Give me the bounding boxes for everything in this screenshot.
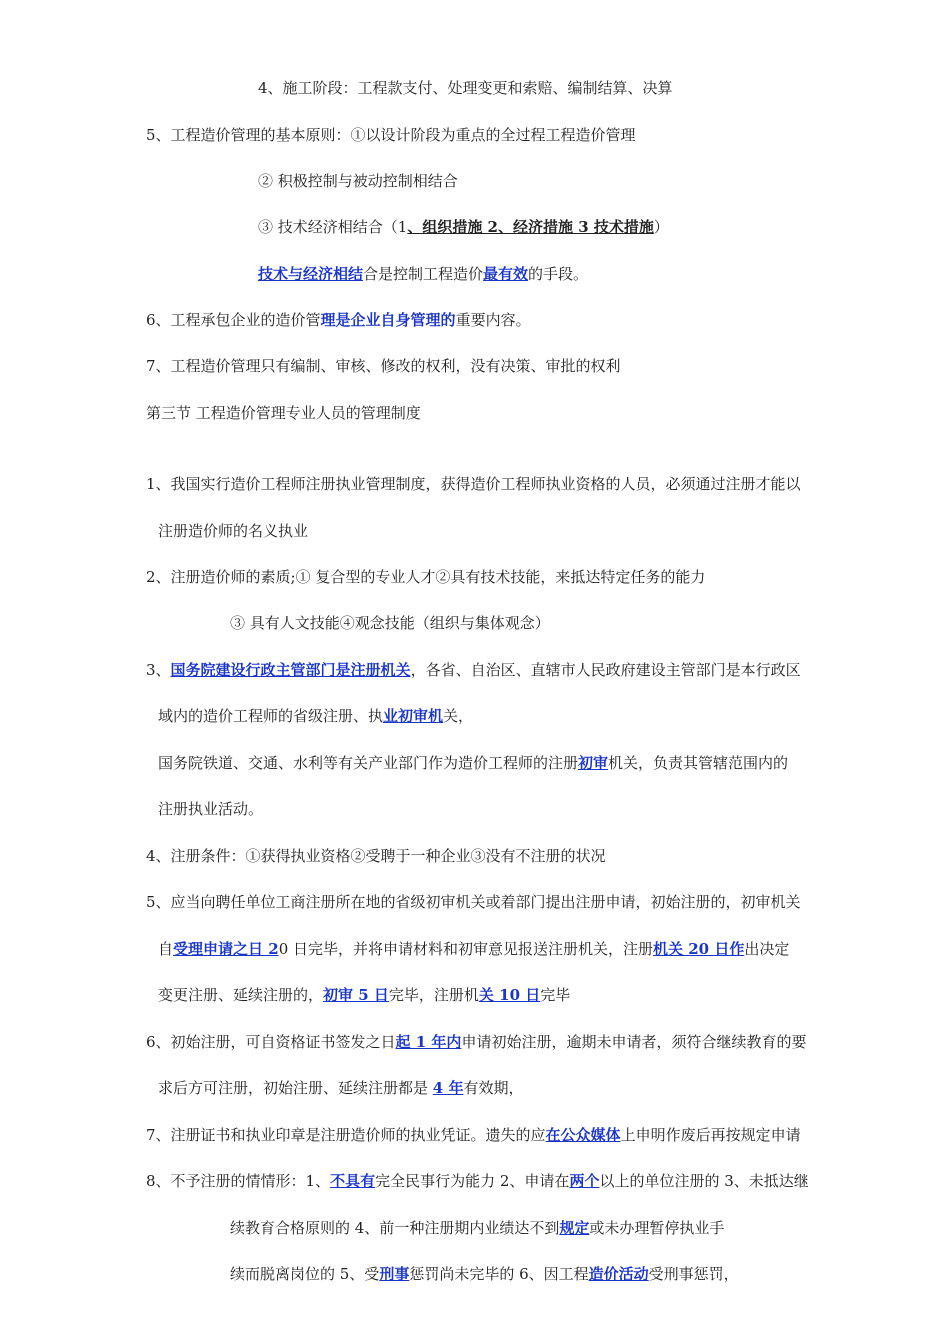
text-line: 续教育合格原则的 4、前一种注册期内业绩达不到规定或未办理暂停执业手 <box>230 1219 725 1237</box>
text-line: 8、不予注册的情情形：1、不具有完全民事行为能力 2、申请在两个以上的单位注册的 3、未抵达继 <box>146 1172 809 1190</box>
text-line: 自受理申请之日 20 日完毕，并将申请材料和初审意见报送注册机关，注册机关 20 日作出决定 <box>158 940 790 958</box>
text-line: 续而脱离岗位的 5、受刑事惩罚尚未完毕的 6、因工程造价活动受刑事惩罚， <box>230 1265 739 1283</box>
hyperlink[interactable]: 机关 20 日作 <box>653 940 745 958</box>
text-line: ③ 具有人文技能④观念技能（组织与集体观念） <box>230 614 550 632</box>
text-line: 6、工程承包企业的造价管理是企业自身管理的重要内容。 <box>146 311 531 329</box>
text-line: 7、工程造价管理只有编制、审核、修改的权利，没有决策、审批的权利 <box>146 357 621 375</box>
highlighted-text: 理是企业自身管理的 <box>320 311 456 329</box>
text-line: 国务院铁道、交通、水利等有关产业部门作为造价工程师的注册初审机关，负责其管辖范围内的 <box>158 754 789 772</box>
text-line: 注册执业活动。 <box>158 800 264 818</box>
hyperlink[interactable]: 不具有 <box>330 1172 376 1190</box>
text-line: 7、注册证书和执业印章是注册造价师的执业凭证。遗失的应在公众媒体上申明作废后再按规定申请 <box>146 1126 801 1144</box>
text-line: 6、初始注册，可自资格证书签发之日起 1 年内申请初始注册，逾期未申请者，须符合继续教育的要 <box>146 1033 807 1051</box>
text-line: 1、我国实行造价工程师注册执业管理制度，获得造价工程师执业资格的人员，必须通过注册才能以 <box>146 475 801 493</box>
hyperlink[interactable]: 受理申请之日 2 <box>173 940 279 958</box>
text-line: 4、施工阶段：工程款支付、处理变更和索赔、编制结算、决算 <box>258 79 673 97</box>
underlined-bold-text: 、组织措施 2、经济措施 3 技术措施 <box>407 218 654 236</box>
text-line: 变更注册、延续注册的，初审 5 日完毕，注册机关 10 日完毕 <box>158 986 571 1004</box>
hyperlink[interactable]: 业初审机 <box>383 707 444 725</box>
text-line: 求后方可注册，初始注册、延续注册都是 4 年有效期， <box>158 1079 524 1097</box>
text-line: 5、工程造价管理的基本原则：①以设计阶段为重点的全过程工程造价管理 <box>146 126 636 144</box>
hyperlink[interactable]: 在公众媒体 <box>545 1126 621 1144</box>
text-line: 域内的造价工程师的省级注册、执业初审机关， <box>158 707 474 725</box>
hyperlink[interactable]: 国务院建设行政主管部门是注册机关 <box>170 661 411 679</box>
hyperlink[interactable]: 刑事 <box>379 1265 410 1283</box>
hyperlink[interactable]: 关 10 日 <box>478 986 541 1004</box>
text-line: 注册造价师的名义执业 <box>158 522 309 540</box>
hyperlink[interactable]: 初审 5 日 <box>323 986 389 1004</box>
hyperlink[interactable]: 初审 <box>578 754 609 772</box>
hyperlink[interactable]: 规定 <box>559 1219 590 1237</box>
hyperlink[interactable]: 最有效 <box>483 265 529 283</box>
text-line: ② 积极控制与被动控制相结合 <box>258 172 458 190</box>
hyperlink[interactable]: 两个 <box>569 1172 600 1190</box>
hyperlink[interactable]: 起 1 年内 <box>395 1033 462 1051</box>
hyperlink[interactable]: 技术与经济相结 <box>258 265 364 283</box>
text-line: 4、注册条件：①获得执业资格②受聘于一种企业③没有不注册的状况 <box>146 847 606 865</box>
section-heading: 第三节 工程造价管理专业人员的管理制度 <box>146 404 421 422</box>
text-line: 2、注册造价师的素质;① 复合型的专业人才②具有技术技能，来抵达特定任务的能力 <box>146 568 706 586</box>
text-line: 5、应当向聘任单位工商注册所在地的省级初审机关或着部门提出注册申请，初始注册的，初审机关 <box>146 893 801 911</box>
text-line: 3、国务院建设行政主管部门是注册机关，各省、自治区、直辖市人民政府建设主管部门是本行政区 <box>146 661 801 679</box>
text-line: 技术与经济相结合是控制工程造价最有效的手段。 <box>258 265 589 283</box>
text-line: ③ 技术经济相结合（1、组织措施 2、经济措施 3 技术措施） <box>258 218 669 236</box>
hyperlink[interactable]: 4 年 <box>432 1079 464 1097</box>
hyperlink[interactable]: 造价活动 <box>588 1265 649 1283</box>
